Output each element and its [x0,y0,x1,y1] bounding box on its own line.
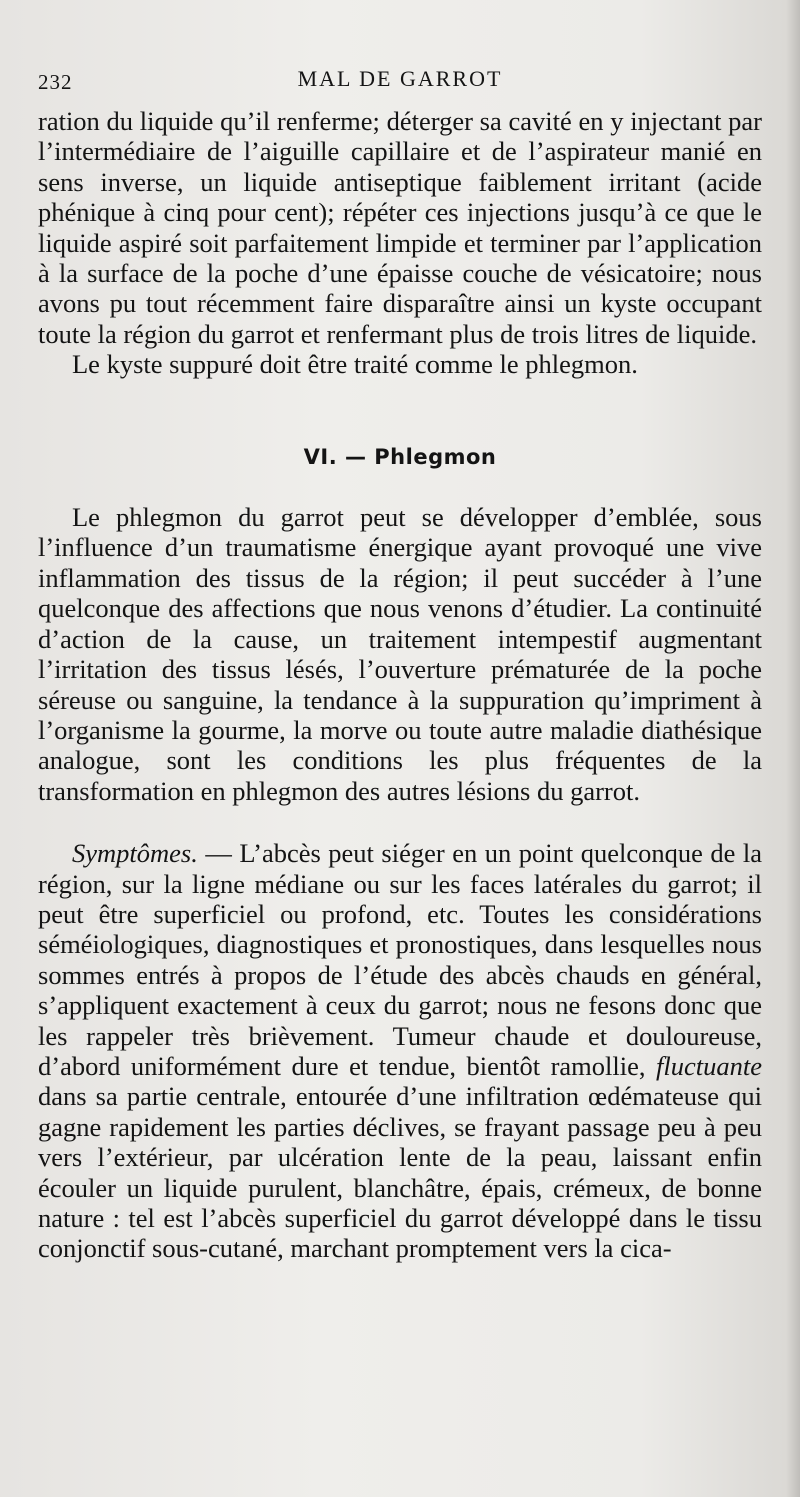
running-title: MAL DE GARROT [297,66,503,91]
symptomes-text-part-1: — L’abcès peut siéger en un point quelconque de la région, sur la ligne médiane ou sur les faces latérales du garrot; il peut être superficiel ou profond, etc. Toutes les considérations séméiologiques, diagnostiques et pronostiques, dans lesquelles nous sommes entrés à propos de l’étude des abcès chauds en général, s’appliquent exactement à ceux du garrot; nous ne fesons donc que les rappeler très brièvement. Tumeur chaude et douloureuse, d’abord uniformément dure et tendue, bientôt ramollie, [38,838,762,1081]
paragraph-phlegmon-intro: Le phlegmon du garrot peut se développer d’emblée, sous l’influence d’un traumatisme énergique ayant provoqué une vive inflammation des tissus de la région; il peut succéder à l’une quelconque des affections que nous venons d’étudier. La continuité d’action de la cause, un traitement intempestif augmentant l’irritation des tissus lésés, l’ouverture prématurée de la poche séreuse ou sanguine, la tendance à la suppuration qu’impriment à l’organisme la gourme, la morve ou toute autre maladie diathésique analogue, sont les conditions les plus fréquentes de la transformation en phlegmon des autres lésions du garrot. [38,502,762,806]
paragraph-kyste-suppure: Le kyste suppuré doit être traité comme le phlegmon. [72,349,638,380]
body-text [38,106,762,1264]
fluctuante-emphasis: fluctuante [656,1050,762,1081]
paragraph-continuation: ration du liquide qu’il renferme; déterger sa cavité en y injectant par l’intermédiaire de l’aiguille capillaire et de l’aspirateur manié en sens inverse, un liquide antiseptique faiblement irritant (acide phénique à cinq pour cent); répéter ces injections jusqu’à ce que le liquide aspiré soit parfaitement limpide et terminer par l’application à la surface de la poche d’une épaisse couche de vésicatoire; nous avons pu tout récemment faire disparaître ainsi un kyste occupant toute la région du garrot et renfermant plus de trois litres de liquide. [38,106,762,349]
section-spacer [38,806,762,838]
page-edge-shadow [786,0,800,1497]
running-head [38,58,762,98]
paragraph-symptomes [38,838,762,1264]
symptomes-term: Symptômes. [72,838,198,869]
section-heading-phlegmon: VI. — Phlegmon [303,444,497,469]
symptomes-text-part-2: dans sa partie centrale, entourée d’une infiltration œdémateuse qui gagne rapidement les parties déclives, se frayant passage peu à peu vers l’extérieur, par ulcération lente de la peau, laissant enfin écouler un liquide purulent, blanchâtre, épais, crémeux, de bonne nature : tel est l’abcès superficiel du garrot développé dans le tissu conjonctif sous-cutané, marchant promptement vers la cica- [38,1081,762,1264]
page-number: 232 [38,70,73,94]
